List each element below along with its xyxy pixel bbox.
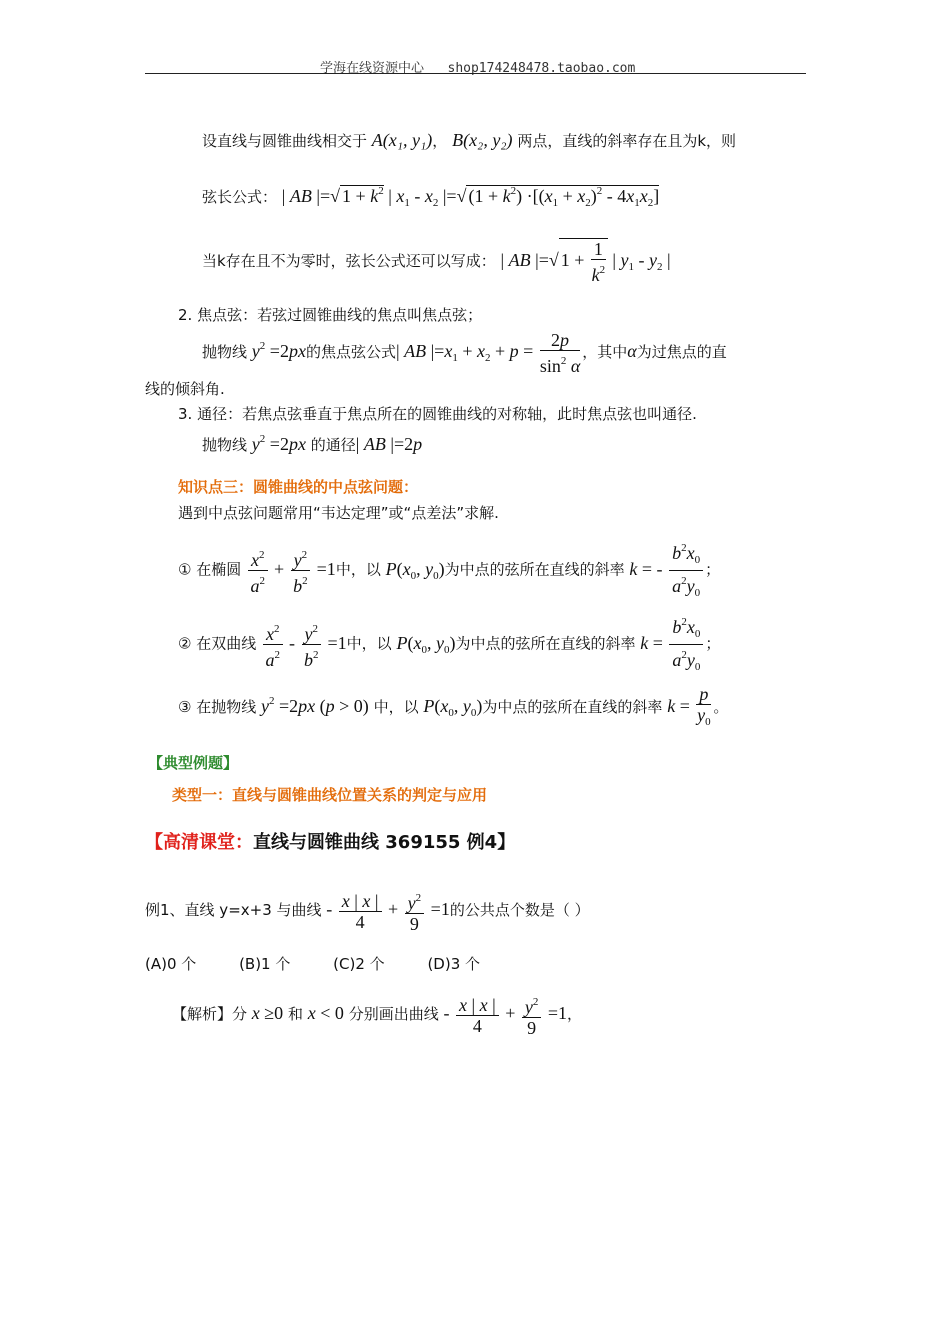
hyper-c: 为中点的弦所在直线的斜率 bbox=[455, 634, 636, 653]
ellipse-midpoint: $P(x_0$, $y_0$) bbox=[385, 558, 445, 582]
k-nonzero-line bbox=[202, 238, 671, 285]
parab-period: 。 bbox=[713, 698, 729, 717]
latus-prefix: 抛物线 bbox=[202, 436, 248, 454]
alt-chord-formula: | AB |=√ 1 + $\frac{1}{k^2}$ | $y_1 - y_2$ | bbox=[500, 239, 671, 285]
parab-prefix: 抛物线 bbox=[202, 343, 248, 362]
ellipse-b: 中，以 bbox=[335, 560, 381, 579]
point3-intro: 遇到中点弦问题常用“韦达定理”或“点差法”求解. bbox=[178, 504, 499, 522]
focal-formula-line bbox=[202, 330, 727, 376]
options-row bbox=[145, 953, 480, 974]
parab-a: ③ 在抛物线 bbox=[178, 698, 257, 717]
class-body: 直线与圆锥曲线 369155 例4】 bbox=[253, 832, 516, 853]
ex1-curve: - $\frac{x | x |}{4}$ + $\frac{y^2}{9}$ =1 bbox=[326, 899, 450, 919]
ellipse-c: 为中点的弦所在直线的斜率 bbox=[444, 560, 625, 579]
examples-heading: 【典型例题】 bbox=[148, 754, 239, 772]
item-2: 2. 焦点弦：若弦过圆锥曲线的焦点叫焦点弦； bbox=[178, 306, 483, 324]
analysis-label: 【解析】分 bbox=[172, 1005, 248, 1024]
latus-formula: | AB |=2p bbox=[355, 434, 423, 454]
option-c: (C)2 个 bbox=[333, 955, 385, 973]
parab-b: 中，以 bbox=[373, 698, 419, 717]
chord-intro-prefix: 设直线与圆锥曲线相交于 bbox=[202, 132, 368, 150]
focal-formula: | AB $|=x_1 + x_2 + p$ = $\frac{2p}{\sin^2 \alpha}$ bbox=[395, 330, 581, 376]
ellipse-eq: $\frac{x^2}{a^2}$ + $\frac{y^2}{b^2}$ =1 bbox=[246, 559, 336, 579]
parabola-midpoint: $P(x_0$, $y_0$) bbox=[423, 696, 483, 720]
example-1-line bbox=[145, 888, 590, 934]
ellipse-semicolon: ； bbox=[705, 560, 721, 579]
parabola-slope: k = $\frac{p}{y_0}$ bbox=[667, 684, 711, 728]
analysis-comma: ， bbox=[567, 1005, 583, 1024]
analysis-line bbox=[172, 992, 582, 1038]
point3-title: 知识点三：圆锥曲线的中点弦问题： bbox=[178, 478, 419, 496]
cond-x-ge-0: x ≥0 bbox=[251, 1003, 284, 1024]
hyperbola-eq: $\frac{x^2}{a^2}$ - $\frac{y^2}{b^2}$ =1 bbox=[261, 633, 347, 653]
focal-formula-label: 的焦点弦公式 bbox=[305, 343, 396, 362]
class-label: 【高清课堂： bbox=[145, 832, 253, 853]
option-b: (B)1 个 bbox=[239, 955, 291, 973]
header-rule bbox=[145, 73, 806, 74]
item-3: 3. 通径：若焦点弦垂直于焦点所在的圆锥曲线的对称轴，此时焦点弦也叫通径. bbox=[178, 405, 697, 423]
hyper-b: 中，以 bbox=[346, 634, 392, 653]
hyperbola-line bbox=[178, 612, 720, 677]
chord-length-label: 弦长公式： bbox=[202, 188, 278, 206]
analysis-and: 和 bbox=[287, 1005, 303, 1024]
latus-line bbox=[202, 433, 422, 455]
k-nonzero-text: 当k存在且不为零时，弦长公式还可以写成： bbox=[202, 252, 496, 271]
parabola-eq: $y^2 =2px$ bbox=[251, 340, 306, 362]
option-a: (A)0 个 bbox=[145, 955, 197, 973]
chord-intro-suffix: 两点，直线的斜率存在且为k，则 bbox=[517, 132, 737, 150]
chord-length-formula: | AB |=√ $1 + k^2$ | $x_1 - x_2$ |=√ $(1 + k^2) \cdot[(x_1 + x_2)^2 - 4x_1x_2]$ bbox=[281, 185, 660, 209]
header-shop: shop174248478.taobao.com bbox=[447, 61, 636, 76]
parab-c: 为中点的弦所在直线的斜率 bbox=[482, 698, 663, 717]
parabola-eq-3: $y^2 =2px$ (p > 0) bbox=[261, 695, 369, 717]
alpha-text-c: 线的倾斜角. bbox=[145, 380, 225, 398]
analysis-curve: - $\frac{x | x |}{4}$ + $\frac{y^2}{9}$ =1 bbox=[444, 1003, 568, 1023]
hyper-a: ② 在双曲线 bbox=[178, 634, 257, 653]
chord-comma: ， bbox=[432, 132, 448, 150]
chord-length-line bbox=[202, 185, 659, 209]
chord-intro-line bbox=[202, 130, 736, 151]
cond-x-lt-0: x < 0 bbox=[307, 1003, 344, 1024]
hyperbola-midpoint: $P(x_0$, $y_0$) bbox=[396, 632, 456, 656]
alpha-text-b: 为过焦点的直 bbox=[636, 343, 727, 362]
analysis-mid: 分别画出曲线 bbox=[348, 1005, 439, 1024]
ellipse-a: ① 在椭圆 bbox=[178, 560, 242, 579]
latus-label: 的通径 bbox=[310, 436, 356, 454]
ellipse-slope: k = - $\frac{b^2x_0}{a^2y_0}$ bbox=[629, 559, 705, 579]
point-b: B(x₂, y₂) bbox=[452, 130, 513, 150]
hyper-semicolon: ； bbox=[705, 634, 721, 653]
hyperbola-slope: k = $\frac{b^2x_0}{a^2y_0}$ bbox=[640, 633, 705, 653]
header-site: 学海在线资源中心 bbox=[320, 61, 425, 76]
ellipse-line bbox=[178, 538, 720, 603]
parabola-line bbox=[178, 684, 728, 732]
latus-parabola-eq: $y^2 =2px$ bbox=[251, 433, 306, 454]
ex1-suffix: 的公共点个数是（ ） bbox=[449, 901, 590, 920]
class-heading bbox=[145, 828, 515, 854]
point-a: A(x₁, y₁) bbox=[371, 130, 433, 150]
alpha-text-a: ，其中 bbox=[582, 343, 628, 362]
ex1-prefix: 例1、直线 y=x+3 与曲线 bbox=[145, 901, 322, 920]
option-d: (D)3 个 bbox=[427, 955, 481, 973]
alpha-symbol: α bbox=[627, 341, 637, 362]
type1-heading: 类型一：直线与圆锥曲线位置关系的判定与应用 bbox=[172, 786, 488, 804]
